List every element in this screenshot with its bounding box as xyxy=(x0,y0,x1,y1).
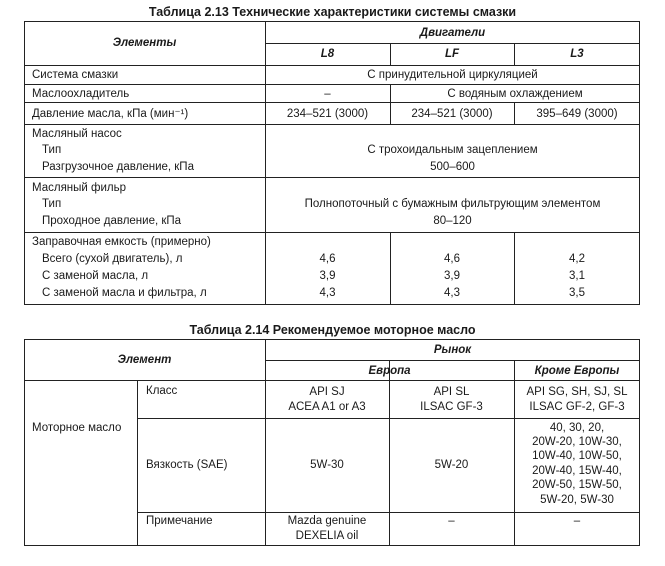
pump-relief-value: 500–600 xyxy=(430,161,475,173)
viscosity-mid: 5W-20 xyxy=(434,459,469,471)
capacity-oil-label: С заменой масла, л xyxy=(42,270,149,282)
capacity-oil-filter-l8: 4,3 xyxy=(319,287,336,299)
capacity-oil-lf: 3,9 xyxy=(444,270,460,282)
class-mid-2: ILSAC GF-3 xyxy=(420,401,483,413)
viscosity-non-europe-2: 20W-20, 10W-30, xyxy=(532,436,622,448)
class-non-europe-2: ILSAC GF-2, GF-3 xyxy=(529,401,625,413)
viscosity-non-europe-4: 20W-40, 15W-40, xyxy=(532,465,622,477)
capacity-oil-filter-label: С заменой масла и фильтра, л xyxy=(42,287,207,299)
table-2-caption: Таблица 2.14 Рекомендуемое моторное масло xyxy=(189,323,476,337)
header-l8: L8 xyxy=(320,48,335,60)
pump-type-value: С трохоидальным зацеплением xyxy=(367,144,538,156)
capacity-total-l3: 4,2 xyxy=(569,253,585,265)
table-1-caption: Таблица 2.13 Технические характеристики системы смазки xyxy=(148,5,517,19)
pump-relief-label: Разгрузочное давление, кПа xyxy=(42,161,194,173)
header-l3: L3 xyxy=(570,48,584,60)
class-europe-2: ACEA A1 or A3 xyxy=(288,401,366,413)
header-element: Элемент xyxy=(117,354,172,366)
capacity-total-label: Всего (сухой двигатель), л xyxy=(42,253,183,265)
pressure-l3: 395–649 (3000) xyxy=(536,108,618,120)
capacity-label: Заправочная емкость (примерно) xyxy=(32,236,211,248)
viscosity-non-europe-6: 5W-20, 5W-30 xyxy=(540,494,614,506)
header-europe: Европа xyxy=(368,365,411,377)
pump-type-label: Тип xyxy=(42,144,62,156)
pump-label: Масляный насос xyxy=(32,128,122,140)
viscosity-non-europe-1: 40, 30, 20, xyxy=(549,422,605,434)
capacity-total-lf: 4,6 xyxy=(444,253,460,265)
cooler-label: Маслоохладитель xyxy=(32,88,130,100)
viscosity-non-europe-5: 20W-50, 15W-50, xyxy=(532,479,622,491)
capacity-oil-filter-lf: 4,3 xyxy=(444,287,460,299)
cooler-lf-l3: С водяным охлаждением xyxy=(447,88,583,100)
viscosity-label: Вязкость (SAE) xyxy=(146,459,228,471)
header-lf: LF xyxy=(444,48,460,60)
system-label: Система смазки xyxy=(32,69,119,81)
capacity-oil-filter-l3: 3,5 xyxy=(569,287,585,299)
note-europe-1: Mazda genuine xyxy=(287,515,367,527)
class-label: Класс xyxy=(146,385,178,397)
filter-label: Масляный фильр xyxy=(32,182,127,194)
capacity-oil-l8: 3,9 xyxy=(319,270,336,282)
cooler-l8: – xyxy=(324,88,331,100)
pressure-l8: 234–521 (3000) xyxy=(286,108,369,120)
header-non-europe: Кроме Европы xyxy=(534,365,620,377)
class-mid-1: API SL xyxy=(433,386,470,398)
viscosity-non-europe-3: 10W-40, 10W-50, xyxy=(532,450,622,462)
note-europe-2: DEXELIA oil xyxy=(295,530,359,542)
class-non-europe-1: API SG, SH, SJ, SL xyxy=(526,386,628,398)
filter-type-value: Полнопоточный с бумажным фильтрующим элементом xyxy=(304,198,601,210)
note-label: Примечание xyxy=(146,515,213,527)
filter-bypass-value: 80–120 xyxy=(433,215,472,227)
filter-bypass-label: Проходное давление, кПа xyxy=(42,215,182,227)
note-non-europe: – xyxy=(573,515,581,527)
header-engines: Двигатели xyxy=(419,27,486,39)
system-value: С принудительной циркуляцией xyxy=(367,69,538,81)
viscosity-europe: 5W-30 xyxy=(310,459,344,471)
header-market: Рынок xyxy=(433,344,472,356)
pressure-label: Давление масла, кПа (мин⁻¹) xyxy=(32,108,189,120)
capacity-total-l8: 4,6 xyxy=(319,253,336,265)
pressure-lf: 234–521 (3000) xyxy=(411,108,493,120)
engine-oil-label: Моторное масло xyxy=(32,422,122,434)
filter-type-label: Тип xyxy=(42,198,62,210)
capacity-oil-l3: 3,1 xyxy=(569,270,585,282)
class-europe-1: API SJ xyxy=(309,386,345,398)
header-elements: Элементы xyxy=(112,37,177,49)
note-mid: – xyxy=(448,515,455,527)
